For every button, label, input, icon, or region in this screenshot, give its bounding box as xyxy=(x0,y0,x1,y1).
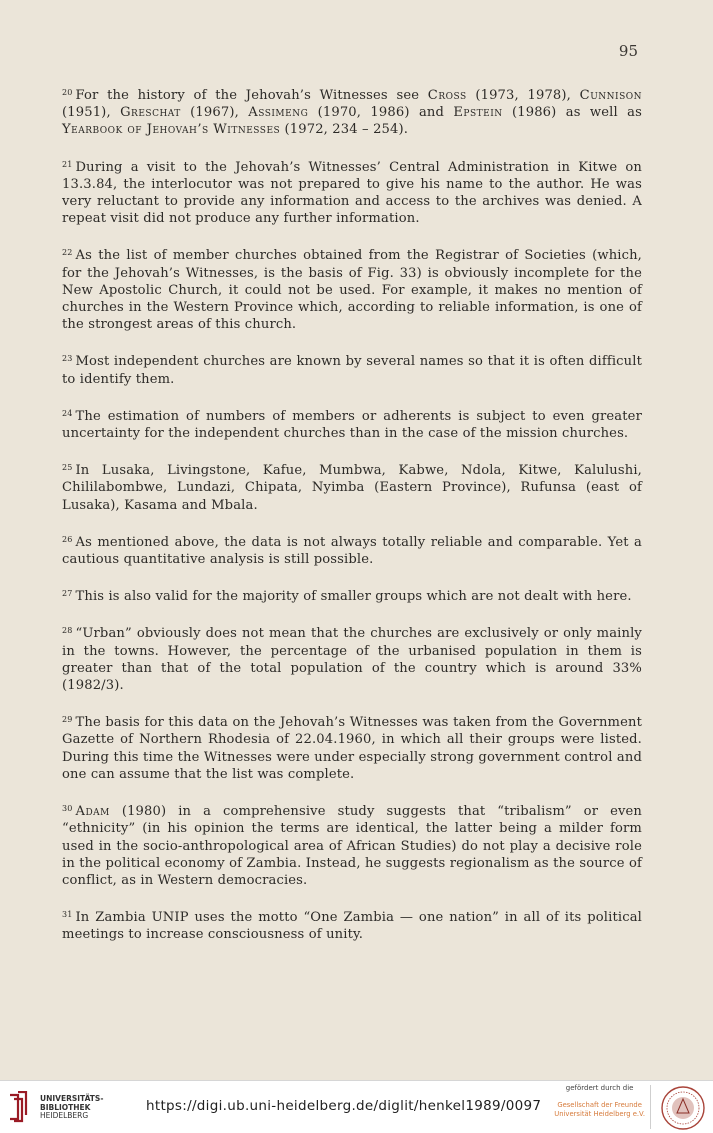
footnote-number: 27 xyxy=(62,589,73,599)
footnote-text: “Urban” obviously does not mean that the churches are exclusively or only mainly in the towns. However, the percentage of the urbanised population in them is greater than that of the total population of the country which is around 33% (1982/3). xyxy=(62,626,642,694)
footnote-text: Most independent churches are known by several names so that it is often difficult to identify them. xyxy=(62,354,642,387)
footnote-text: (1967), xyxy=(180,105,249,121)
funded-by-label: gefördert durch die xyxy=(565,1084,634,1092)
viewer-footer xyxy=(0,1080,713,1133)
footnote-24 xyxy=(62,405,642,442)
footnote-28 xyxy=(62,622,642,694)
footnotes xyxy=(62,84,642,961)
footnote-text: (1970, 1986) and xyxy=(308,105,454,121)
footnote-text: (1986) as well as xyxy=(502,105,642,121)
footnote-number: 23 xyxy=(62,354,73,364)
footnote-number: 31 xyxy=(62,910,73,920)
library-line-2: BIBLIOTHEK xyxy=(40,1102,91,1112)
sponsor-org-line-1: Gesellschaft der Freunde xyxy=(557,1101,642,1109)
footnote-text: For the history of the Jehovah’s Witnesses see xyxy=(75,88,428,103)
page-number: 95 xyxy=(618,42,638,60)
cited-author: Cross xyxy=(427,88,467,103)
footnote-text: In Zambia UNIP uses the motto “One Zambia — one nation” in all of its political meetings to increase consciousness of unity. xyxy=(62,910,642,943)
footnote-20 xyxy=(62,84,642,139)
footnote-text: As mentioned above, the data is not always totally reliable and comparable. Yet a cautious quantitative analysis is still possible. xyxy=(62,534,642,568)
library-line-1: UNIVERSITÄTS- xyxy=(40,1094,104,1103)
footnote-21 xyxy=(62,156,642,228)
footnote-text: This is also valid for the majority of smaller groups which are not dealt with here. xyxy=(75,589,632,605)
footnote-number: 24 xyxy=(62,408,73,418)
footnote-number: 29 xyxy=(62,715,73,725)
footnote-number: 25 xyxy=(62,463,73,473)
permalink-url[interactable]: https://digi.ub.uni-heidelberg.de/diglit/henkel1989/0097 xyxy=(146,1098,542,1114)
university-seal-icon[interactable] xyxy=(660,1085,706,1131)
library-name xyxy=(40,1095,103,1121)
footnote-23 xyxy=(62,350,642,387)
footer-divider xyxy=(650,1085,651,1129)
footnote-25 xyxy=(62,459,642,514)
footnote-text: (1980) in a comprehensive study suggests that “tribalism” or even “ethnicity” (in his opinion the terms are identical, the latter being a milder form used in the socio-anthropological area of African Studies) do not play a decisive role in the political economy of Zambia. Instead, he suggests regionalism as the source of conflict, as in Western democracies. xyxy=(62,804,642,888)
footnote-text: As the list of member churches obtained from the Registrar of Societies (which, for the Jehovah’s Witnesses, is the basis of Fig. 33) is obviously incomplete for the New Apostolic Church, it could not be used. For example, it makes no mention of churches in the Western Province which, according to reliable information, is one of the strongest areas of this church. xyxy=(62,248,642,333)
footnote-number: 30 xyxy=(62,804,73,814)
cited-author: Yearbook of Jehovah’s Witnesses xyxy=(62,122,281,138)
footnote-number: 22 xyxy=(62,248,73,258)
footnote-26 xyxy=(62,531,642,568)
footnote-text: During a visit to the Jehovah’s Witnesses’ Central Administration in Kitwe on 13.3.84, the interlocutor was not prepared to give his name to the author. He was very reluctant to provide any information and access to the archives was denied. A repeat visit did not produce any further information. xyxy=(62,159,642,227)
cited-author: Epstein xyxy=(453,105,503,121)
footnote-31 xyxy=(62,906,642,943)
cited-author: Adam xyxy=(75,804,110,820)
footnote-22 xyxy=(62,244,642,333)
footnote-number: 20 xyxy=(62,88,73,97)
sponsor-block xyxy=(554,1084,645,1118)
university-library-logo-icon[interactable] xyxy=(8,1091,38,1123)
footnote-number: 26 xyxy=(62,534,73,544)
footnote-text: (1972, 234 – 254). xyxy=(280,122,409,138)
footnote-29 xyxy=(62,711,642,783)
footnote-27 xyxy=(62,585,642,605)
cited-author: Greschat xyxy=(120,105,181,121)
library-line-3: HEIDELBERG xyxy=(40,1111,89,1120)
cited-author: Cunnison xyxy=(579,88,642,103)
sponsor-org-line-2: Universität Heidelberg e.V. xyxy=(554,1109,645,1118)
footnote-30 xyxy=(62,800,642,889)
footnote-text: (1973, 1978), xyxy=(466,88,580,103)
footnote-number: 21 xyxy=(62,159,73,169)
footnote-text: The estimation of numbers of members or adherents is subject to even greater uncertainty for the independent churches than in the case of the mission churches. xyxy=(62,408,642,442)
cited-author: Assimeng xyxy=(248,105,309,121)
footnote-text: The basis for this data on the Jehovah’s Witnesses was taken from the Government Gazette of Northern Rhodesia of 22.04.1960, in which all their groups were listed. During this time the Witnesses were under especially strong government control and one can assume that the list was complete. xyxy=(62,715,642,782)
footnote-number: 28 xyxy=(62,626,73,636)
footnote-text: In Lusaka, Livingstone, Kafue, Mumbwa, Kabwe, Ndola, Kitwe, Kalulushi, Chililabombwe, Lundazi, Chipata, Nyimba (Eastern Province), Rufunsa (east of Lusaka), Kasama and Mbala. xyxy=(62,463,642,513)
footnote-text: (1951), xyxy=(62,105,121,121)
